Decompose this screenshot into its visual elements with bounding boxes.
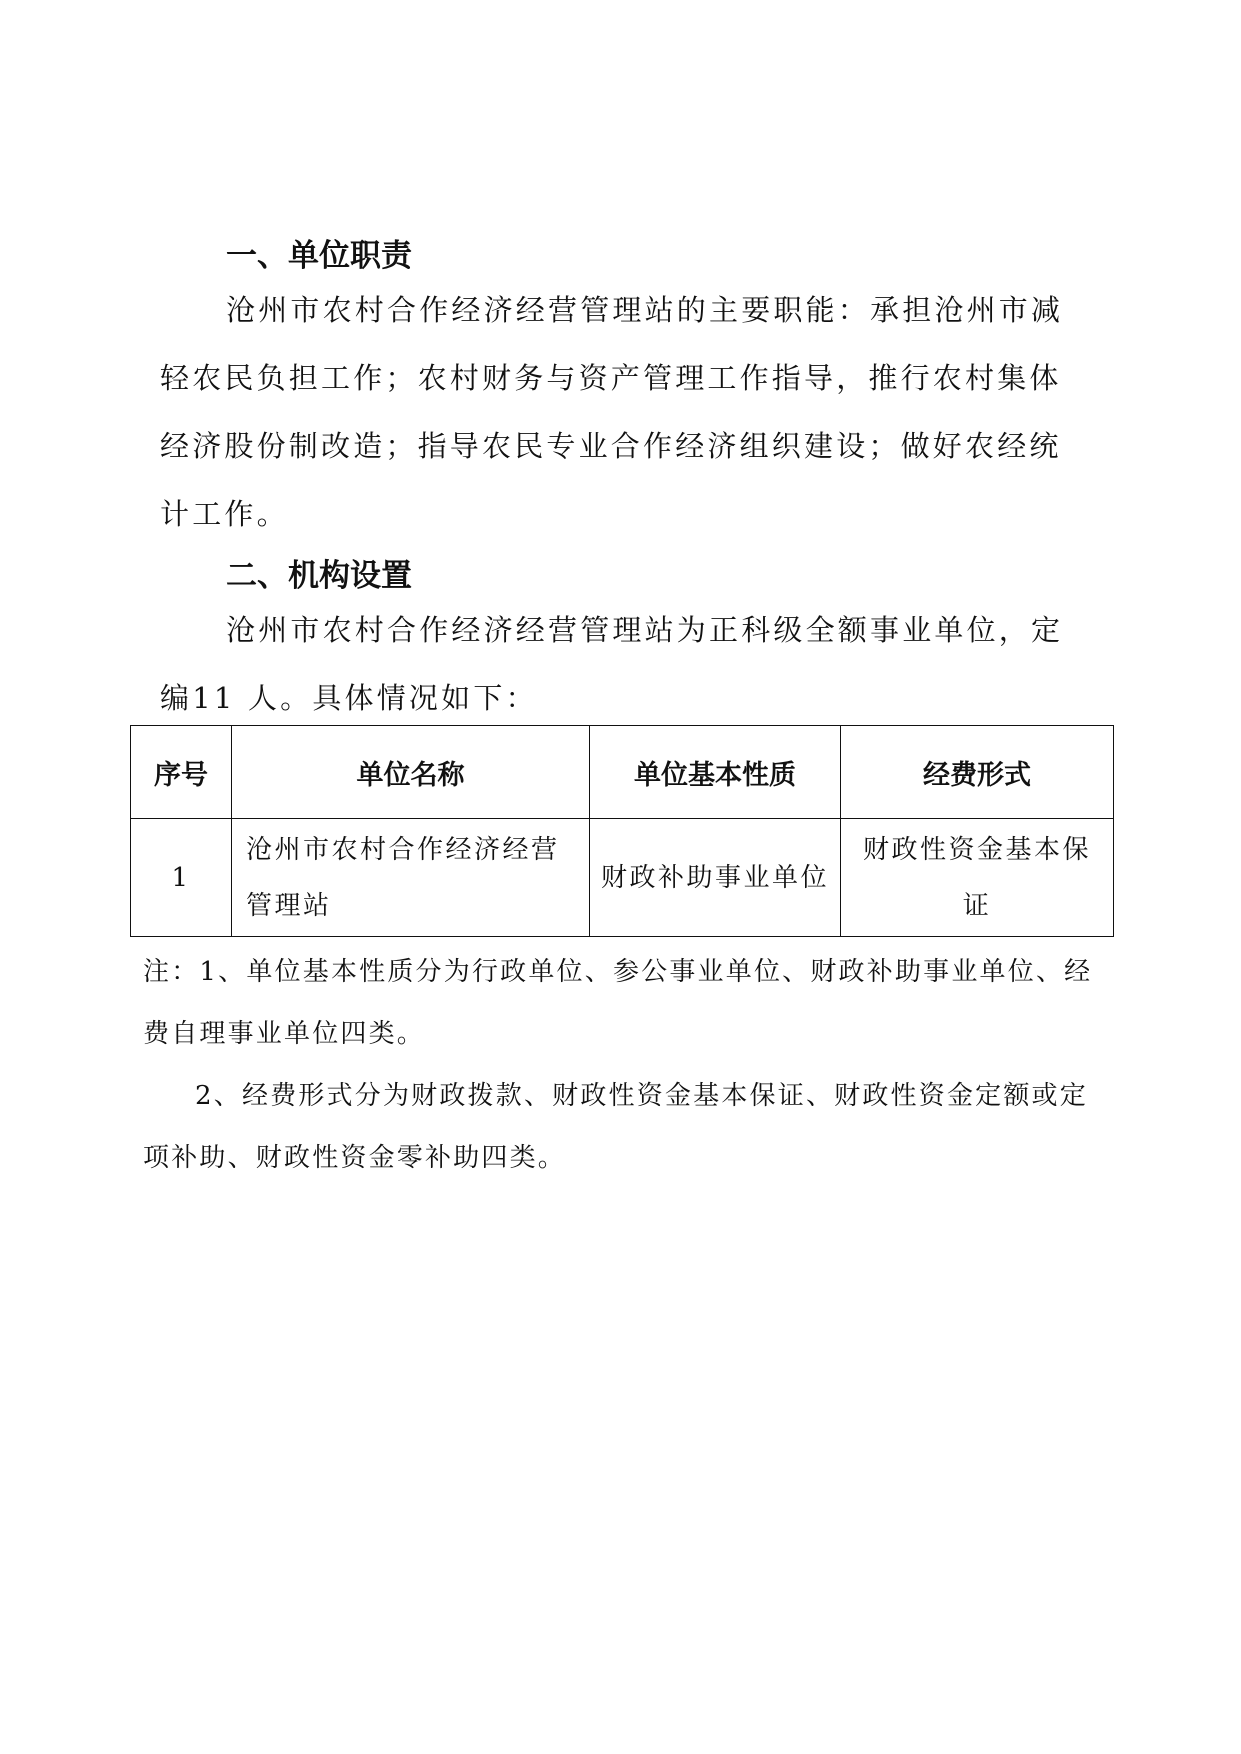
header-unit-nature: 单位基本性质 xyxy=(590,726,841,819)
cell-unit-nature: 财政补助事业单位 xyxy=(590,819,841,937)
header-funding-form: 经费形式 xyxy=(841,726,1114,819)
note-1: 注：1、单位基本性质分为行政单位、参公事业单位、财政补助事业单位、经费自理事业单位四类。 xyxy=(143,957,1093,1049)
unit-table xyxy=(130,725,1114,937)
section-heading-organization: 二、机构设置 xyxy=(226,558,412,594)
cell-unit-name: 沧州市农村合作经济经营管理站 xyxy=(232,819,590,937)
cell-index: 1 xyxy=(131,819,232,937)
cell-funding-form: 财政性资金基本保证 xyxy=(841,819,1114,937)
section-heading-duties: 一、单位职责 xyxy=(226,238,412,274)
table-header-row xyxy=(131,726,1114,819)
header-index: 序号 xyxy=(131,726,232,819)
table-row xyxy=(131,819,1114,937)
note-2: 2、经费形式分为财政拨款、财政性资金基本保证、财政性资金定额或定项补助、财政性资金零补助四类。 xyxy=(143,1081,1088,1173)
duties-paragraph: 沧州市农村合作经济经营管理站的主要职能：承担沧州市减轻农民负担工作；农村财务与资产管理工作指导，推行农村集体经济股份制改造；指导农民专业合作经济组织建设；做好农经统计工作。 xyxy=(160,293,1064,531)
header-unit-name: 单位名称 xyxy=(232,726,590,819)
organization-paragraph: 沧州市农村合作经济经营管理站为正科级全额事业单位，定编11 人。具体情况如下： xyxy=(160,613,1064,715)
